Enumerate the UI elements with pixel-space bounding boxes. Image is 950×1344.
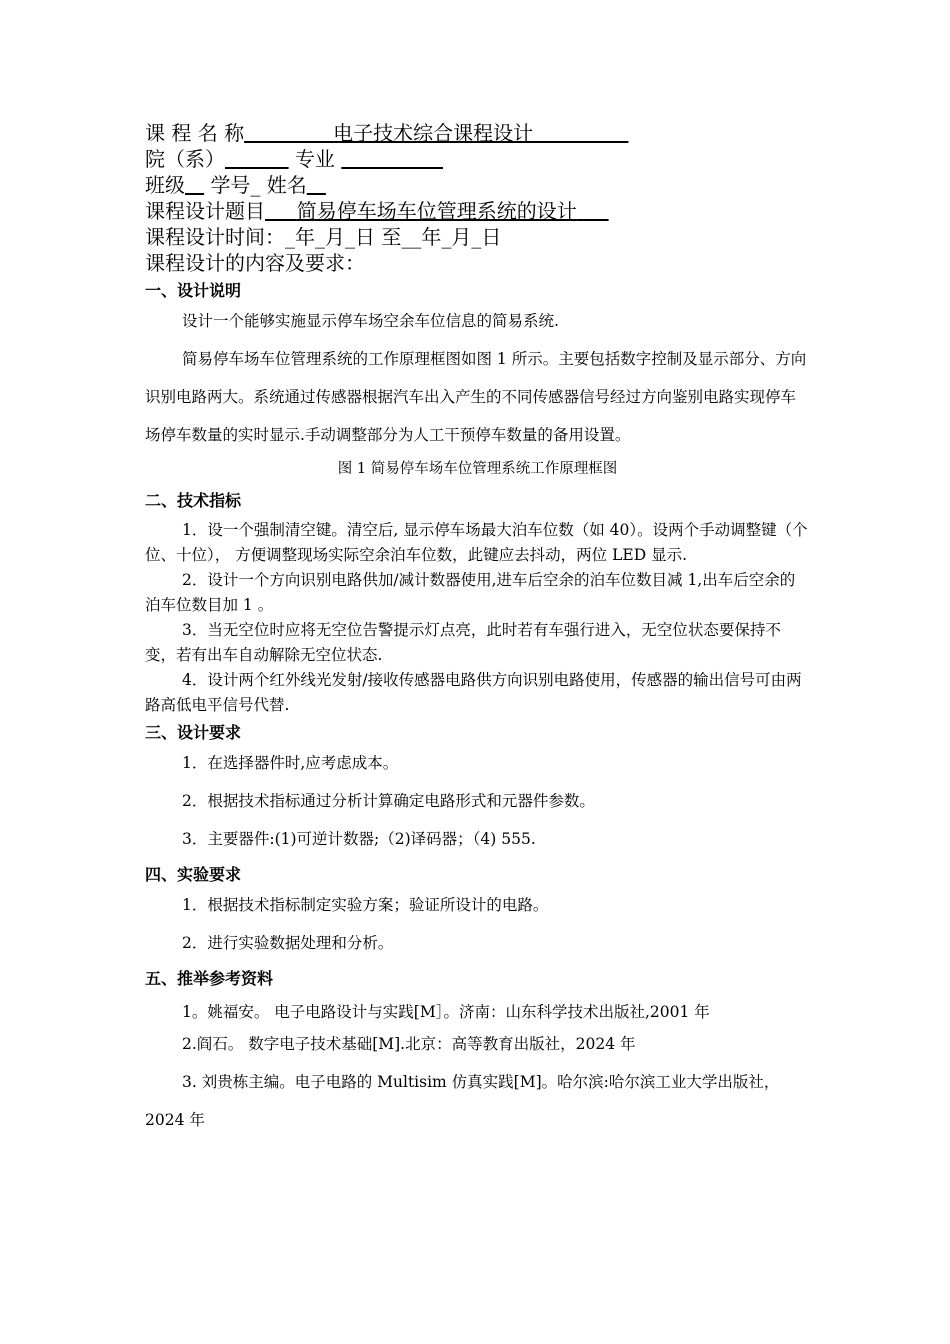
- topic-value: 简易停车场车位管理系统的设计: [296, 199, 577, 223]
- section-3-item-2: 2．根据技术指标通过分析计算确定电路形式和元器件参数。: [182, 792, 595, 810]
- document-page: [145, 120, 810, 1139]
- topic-line: [145, 198, 810, 224]
- section-1-title: 一、设计说明: [145, 281, 242, 300]
- section-3-item-1: 1．在选择器件时,应考虑成本。: [182, 754, 399, 772]
- section-4-item-1: 1．根据技术指标制定实验方案；验证所设计的电路。: [182, 896, 549, 914]
- section-2-item-4: 4．设计两个红外线光发射/接收传感器电路供方向识别电路使用，传感器的输出信号可由两路高低电平信号代替.: [145, 671, 802, 714]
- course-name-line: [145, 120, 810, 146]
- reference-1: 1。姚福安。 电子电路设计与实践[M］。济南：山东科学技术出版社,2001 年: [182, 1003, 710, 1021]
- major-label: 专业: [294, 147, 335, 171]
- course-name-value: 电子技术综合课程设计: [333, 121, 534, 145]
- design-time-line: 课程设计时间：_年_月_日 至__年_月_日: [145, 225, 502, 249]
- section-2-title: 二、技术指标: [145, 491, 242, 510]
- section-2-item-3: 3．当无空位时应将无空位告警提示灯点亮，此时若有车强行进入，无空位状态要保持不变，若有出车自动解除无空位状态.: [145, 621, 781, 664]
- dept-label: 院（系）: [145, 147, 225, 171]
- content-requirements-line: 课程设计的内容及要求：: [145, 251, 365, 275]
- section-1-paragraph-2: 简易停车场车位管理系统的工作原理框图如图 1 所示。主要包括数字控制及显示部分、方向识别电路两大。系统通过传感器根据汽车出入产生的不同传感器信号经过方向鉴别电路实现停车场停车数量的实时显示.手动调整部分为人工干预停车数量的备用设置。: [145, 350, 807, 444]
- reference-2: 2.阎石。 数字电子技术基础[M].北京：高等教育出版社，2024 年: [182, 1035, 636, 1053]
- section-4-item-2: 2．进行实验数据处理和分析。: [182, 934, 394, 952]
- section-5-title: 五、推举参考资料: [145, 969, 274, 988]
- student-id-label: 学号_: [210, 173, 261, 197]
- course-name-label: 课 程 名 称: [145, 121, 245, 145]
- section-3-title: 三、设计要求: [145, 723, 242, 742]
- section-2-item-1: 1．设一个强制清空键。清空后, 显示停车场最大泊车位数（如 40）。设两个手动调整键（个位、十位）， 方便调整现场实际空余泊车位数，此键应去抖动，两位 LED 显示.: [145, 521, 808, 564]
- name-label: 姓名: [266, 173, 307, 197]
- class-id-name-line: [145, 172, 810, 198]
- section-2-item-2: 2．设计一个方向识别电路供加/减计数器使用,进车后空余的泊车位数目减 1,出车后空余的泊车位数目加 1 。: [145, 571, 796, 614]
- figure-1-caption: 图 1 简易停车场车位管理系统工作原理框图: [337, 461, 618, 477]
- reference-3: 3. 刘贵栋主编。电子电路的 Multisim 仿真实践[M]。哈尔滨:哈尔滨工业大学出版社，2024 年: [145, 1073, 780, 1129]
- section-1-paragraph-1: 设计一个能够实施显示停车场空余车位信息的简易系统.: [182, 312, 559, 330]
- section-3-item-3: 3．主要器件:(1)可逆计数器;（2)译码器；（4) 555.: [182, 830, 536, 848]
- topic-label: 课程设计题目: [145, 199, 265, 223]
- dept-major-line: [145, 146, 810, 172]
- section-4-title: 四、实验要求: [145, 865, 242, 884]
- class-label: 班级: [145, 173, 185, 197]
